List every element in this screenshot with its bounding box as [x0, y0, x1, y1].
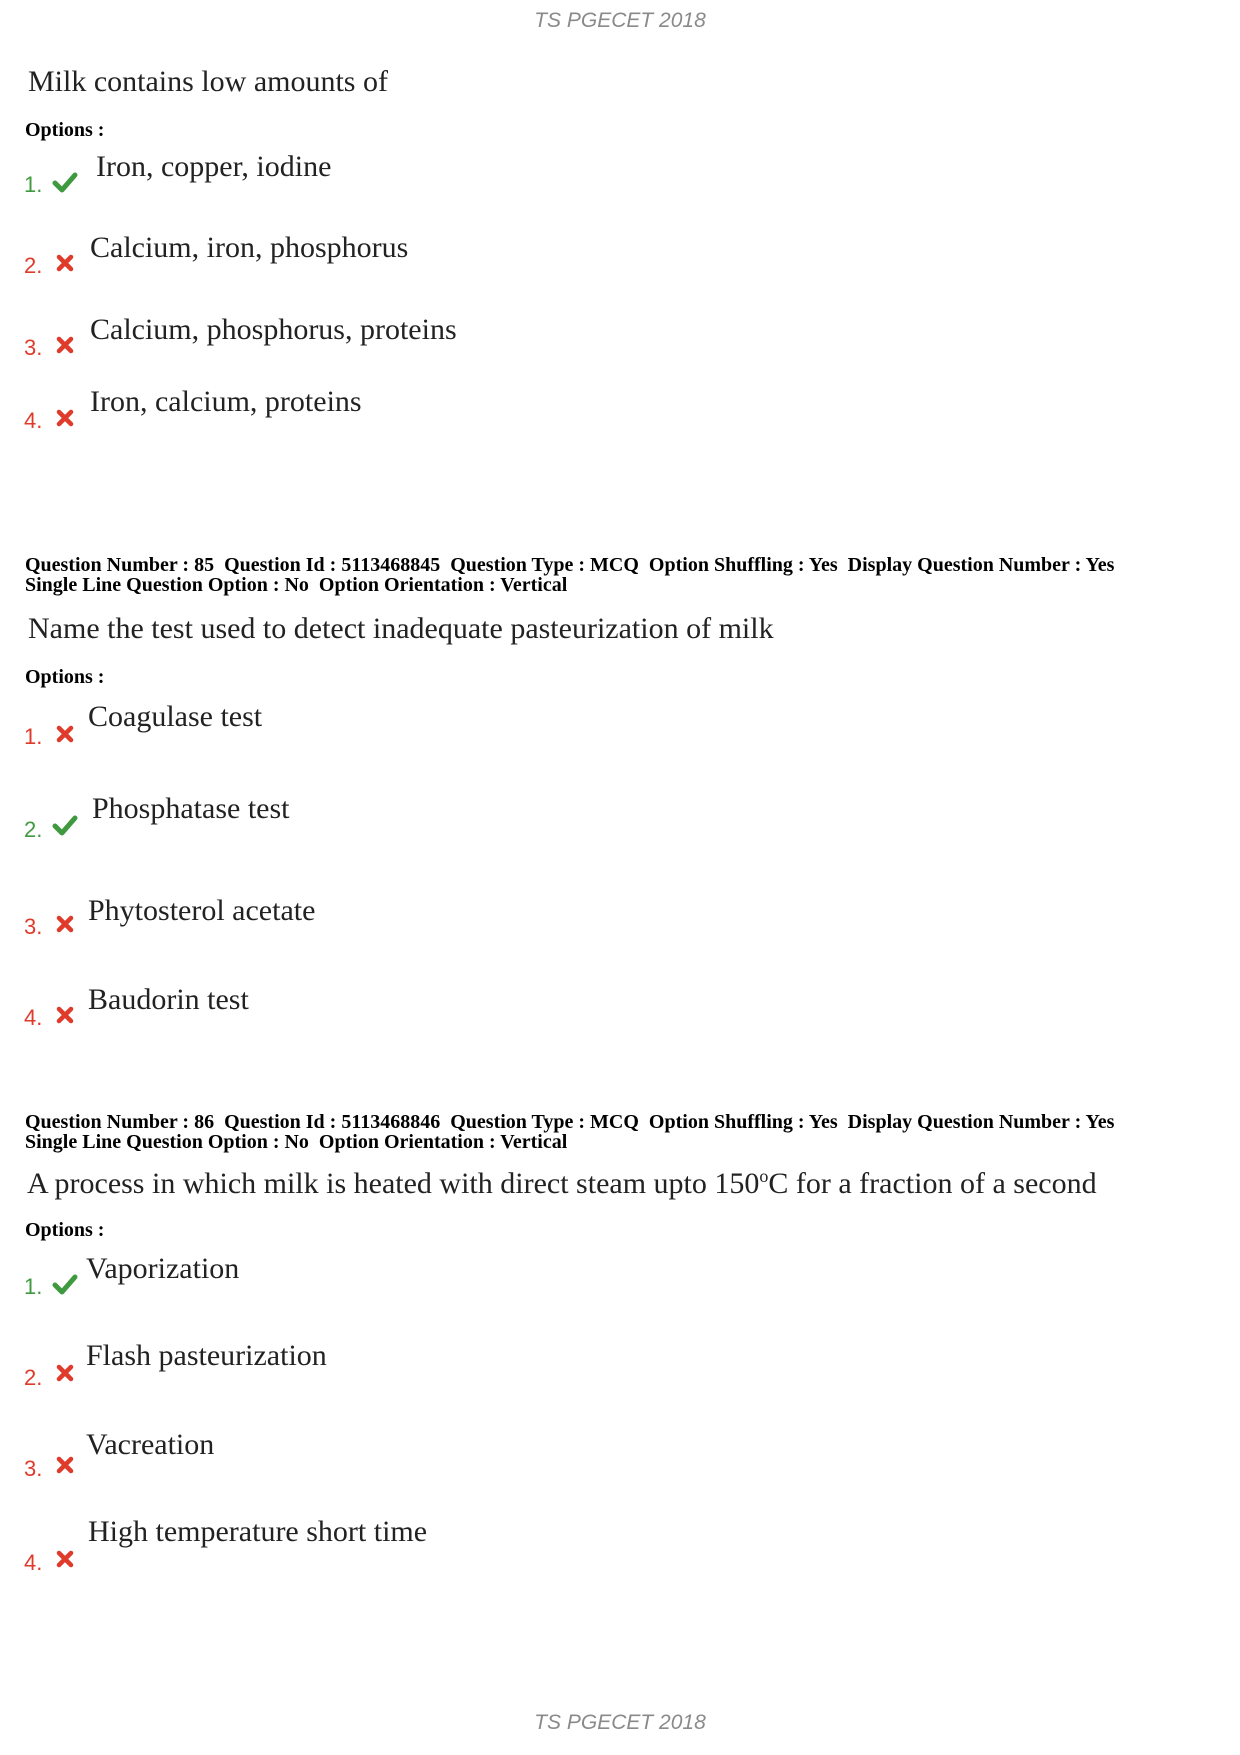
degree-superscript: o	[759, 1166, 769, 1186]
option-text: Coagulase test	[88, 700, 263, 733]
option-4	[0, 385, 1240, 458]
question-meta-line-1: Question Number : 85 Question Id : 5113468845 Question Type : MCQ Option Shuffling : Yes Display Question Number : Yes	[25, 554, 1115, 576]
cross-icon	[52, 406, 78, 430]
option-text: Calcium, phosphorus, proteins	[90, 313, 457, 346]
cross-icon	[52, 333, 78, 357]
option-3	[0, 313, 1240, 373]
option-2	[0, 1339, 1240, 1405]
question-text: Milk contains low amounts of	[28, 65, 388, 98]
cross-icon	[52, 1547, 78, 1571]
option-text: Phosphatase test	[92, 792, 290, 825]
cross-icon	[52, 1003, 78, 1027]
option-number: 1.	[24, 172, 43, 197]
option-text: Iron, copper, iodine	[96, 150, 332, 183]
option-text: Phytosterol acetate	[88, 894, 316, 927]
question-text: Name the test used to detect inadequate pasteurization of milk	[28, 612, 774, 645]
cross-icon	[52, 1361, 78, 1385]
option-3	[0, 1428, 1240, 1496]
question-meta-line-1: Question Number : 86 Question Id : 5113468846 Question Type : MCQ Option Shuffling : Yes Display Question Number : Yes	[25, 1111, 1115, 1133]
option-number: 4.	[24, 1550, 43, 1575]
option-number: 2.	[24, 1365, 43, 1390]
option-text: Calcium, iron, phosphorus	[90, 231, 409, 264]
question-meta-line-2: Single Line Question Option : No Option Orientation : Vertical	[25, 1131, 568, 1153]
check-icon	[52, 1272, 78, 1296]
option-2	[0, 793, 1240, 853]
option-number: 2.	[24, 817, 43, 842]
option-2	[0, 231, 1240, 291]
option-1	[0, 150, 1240, 210]
option-text: Baudorin test	[88, 983, 249, 1016]
option-number: 4.	[24, 1005, 43, 1030]
cross-icon	[52, 1453, 78, 1477]
option-text: Vacreation	[86, 1428, 215, 1461]
option-number: 3.	[24, 914, 43, 939]
option-number: 2.	[24, 253, 43, 278]
option-text: Vaporization	[86, 1252, 240, 1285]
options-label: Options :	[25, 666, 105, 688]
option-3	[0, 892, 1240, 952]
option-number: 1.	[24, 724, 43, 749]
cross-icon	[52, 912, 78, 936]
question-text-part-1: A process in which milk is heated with direct steam upto 150	[27, 1167, 760, 1200]
option-1	[0, 1252, 1240, 1320]
options-label: Options :	[25, 1219, 105, 1241]
option-number: 3.	[24, 1456, 43, 1481]
cross-icon	[52, 722, 78, 746]
page-footer: TS PGECET 2018	[534, 1711, 706, 1734]
question-text-part-2: C for a fraction of a second	[768, 1167, 1097, 1200]
option-number: 4.	[24, 408, 43, 433]
page-header: TS PGECET 2018	[534, 9, 706, 32]
option-text: Iron, calcium, proteins	[90, 385, 362, 418]
option-4	[0, 1515, 1240, 1588]
options-label: Options :	[25, 119, 105, 141]
option-4	[0, 983, 1240, 1043]
check-icon	[52, 813, 78, 837]
option-1	[0, 702, 1240, 762]
option-text: High temperature short time	[88, 1515, 428, 1548]
option-text: Flash pasteurization	[86, 1339, 327, 1372]
option-number: 3.	[24, 335, 43, 360]
option-number: 1.	[24, 1274, 43, 1299]
cross-icon	[52, 251, 78, 275]
question-text	[27, 1166, 1097, 1201]
question-meta-line-2: Single Line Question Option : No Option Orientation : Vertical	[25, 574, 568, 596]
check-icon	[52, 170, 78, 194]
